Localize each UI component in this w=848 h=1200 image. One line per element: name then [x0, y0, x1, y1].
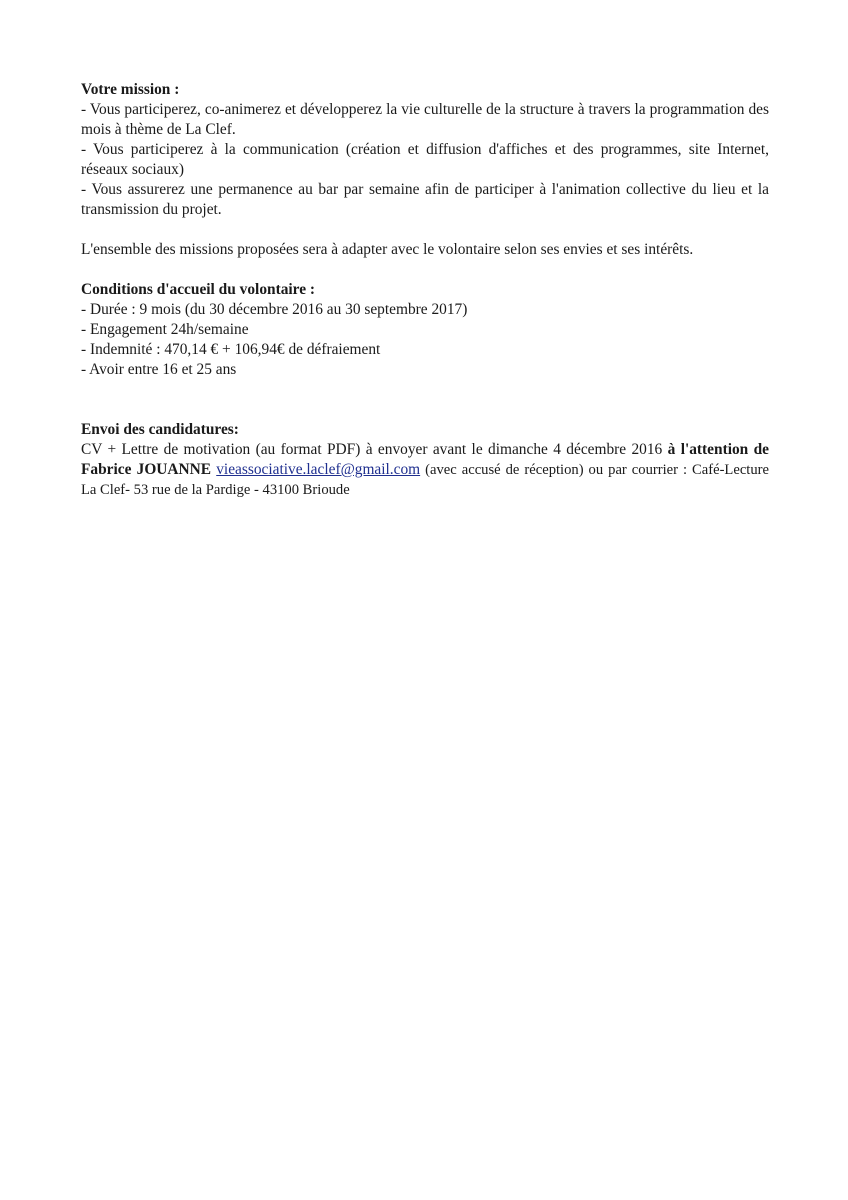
mission-heading: Votre mission :: [81, 81, 180, 98]
conditions-item: - Durée : 9 mois (du 30 décembre 2016 au 30 septembre 2017): [81, 301, 468, 318]
conditions-item: - Engagement 24h/semaine: [81, 321, 249, 338]
application-contact-name: à l'attention de Fabrice JOUANNE: [81, 441, 769, 478]
application-heading: Envoi des candidatures:: [81, 421, 239, 438]
conditions-item: - Indemnité : 470,14 € + 106,94€ de défraiement: [81, 341, 381, 358]
mission-item: - Vous participerez à la communication (création et diffusion d'affiches et des programmes, site Internet, réseaux sociaux): [81, 141, 769, 178]
mission-item: - Vous participerez, co-animerez et développerez la vie culturelle de la structure à travers la programmation des mois à thème de La Clef.: [81, 101, 769, 138]
conditions-heading: Conditions d'accueil du volontaire :: [81, 281, 316, 298]
mission-note: L'ensemble des missions proposées sera à adapter avec le volontaire selon ses envies et ses intérêts.: [81, 241, 694, 258]
document-page: [81, 80, 769, 500]
application-section: [81, 420, 769, 500]
mission-section: [81, 80, 769, 260]
application-text-before: CV + Lettre de motivation (au format PDF) à envoyer avant le dimanche 4 décembre 2016: [81, 441, 668, 458]
email-link[interactable]: vieassociative.laclef@gmail.com: [216, 461, 421, 478]
application-paragraph: [81, 440, 769, 500]
conditions-section: [81, 280, 769, 380]
mission-item: - Vous assurerez une permanence au bar par semaine afin de participer à l'animation collective du lieu et la transmission du projet.: [81, 181, 769, 218]
conditions-item: - Avoir entre 16 et 25 ans: [81, 361, 237, 378]
application-text-after: (avec accusé de réception) ou par courrier : Café-Lecture La Clef- 53 rue de la Pardige - 43100 Brioude: [81, 462, 769, 498]
